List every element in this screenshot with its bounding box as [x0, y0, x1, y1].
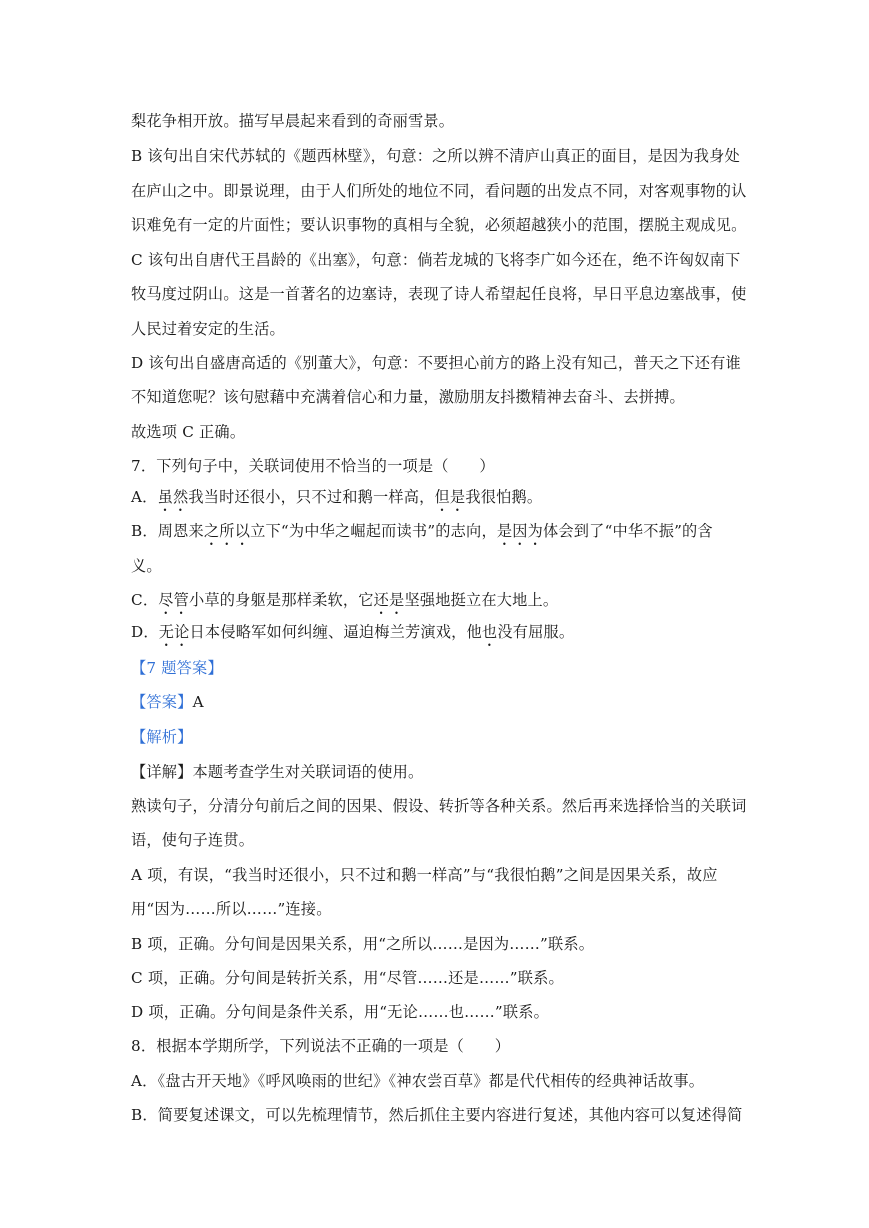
answer-label: 【答案】 [131, 693, 193, 711]
option-text: C． [131, 591, 159, 609]
option-text: B．周恩来 [131, 522, 204, 540]
prev-option-c-line: 人民过着安定的生活。 [131, 320, 285, 338]
question-8-stem: 8．根据本学期所学，下列说法不正确的一项是（ ） [131, 1037, 511, 1055]
emphasized-conjunction: 虽然 [157, 488, 189, 506]
prev-option-b-line: 识难免有一定的片面性；要认识事物的真相与全貌，必须超越狭小的范围，摆脱主观成见。 [131, 216, 747, 234]
explanation-line: 用“因为……所以……”连接。 [131, 900, 332, 918]
answer-value: A [192, 693, 204, 711]
prev-option-b-line: B 该句出自宋代苏轼的《题西林壁》，句意：之所以辨不清庐山真正的面目，是因为我身处 [131, 147, 740, 165]
option-text: D． [131, 623, 159, 641]
explanation-line: A 项，有误，“我当时还很小，只不过和鹅一样高”与“我很怕鹅”之间是因果关系，故应 [131, 866, 718, 884]
emphasized-conjunction: 是因为 [496, 522, 544, 540]
detail-line: 【详解】本题考查学生对关联词语的使用。 [131, 763, 424, 781]
prev-option-b-line: 在庐山之中。即景说理，由于人们所处的地位不同，看问题的出发点不同，对客观事物的认 [131, 182, 747, 200]
question-8-option-a: A．《盘古开天地》《呼风唤雨的世纪》《神农尝百草》都是代代相传的经典神话故事。 [131, 1072, 705, 1090]
prev-option-d-line: 不知道您呢？该句慰藉中充满着信心和力量，激励朋友抖擞精神去奋斗、去拼搏。 [131, 388, 685, 406]
explanation-line: 语，使句子连贯。 [131, 831, 255, 849]
question-8-option-b: B．简要复述课文，可以先梳理情节，然后抓住主要内容进行复述，其他内容可以复述得简 [131, 1106, 743, 1124]
analysis-label: 【解析】 [131, 728, 193, 746]
option-text: 我很怕鹅。 [465, 488, 543, 506]
explanation-line: 熟读句子，分清分句前后之间的因果、假设、转折等各种关系。然后再来选择恰当的关联词 [131, 797, 747, 815]
option-text: A． [131, 488, 158, 506]
option-text: 我当时还很小，只不过和鹅一样高， [188, 488, 435, 506]
explanation-line: C 项，正确。分句间是转折关系，用“尽管……还是……”联系。 [131, 969, 564, 987]
question-7-option-a [131, 487, 542, 515]
emphasized-conjunction: 尽管 [158, 591, 189, 609]
prev-option-c-line: 牧马度过阴山。这是一首著名的边塞诗，表现了诗人希望起任良将，早日平息边塞战事，使 [131, 285, 747, 303]
question-7-option-c [131, 590, 558, 618]
option-text: 日本侵略军如何纠缠、逼迫梅兰芳演戏，他 [189, 623, 482, 641]
question-7-option-d [131, 622, 574, 650]
prev-option-d-line: D 该句出自盛唐高适的《别董大》，句意：不要担心前方的路上没有知己，普天之下还有谁 [131, 354, 741, 372]
explanation-line: B 项，正确。分句间是因果关系，用“之所以……是因为……”联系。 [131, 935, 595, 953]
answer-header: 【7 题答案】 [131, 659, 223, 677]
option-text: 立下“为中华之崛起而读书”的志向， [250, 522, 497, 540]
emphasized-conjunction: 也 [481, 623, 498, 641]
emphasized-conjunction: 无论 [158, 623, 190, 641]
option-text: 坚强地挺立在大地上。 [404, 591, 559, 609]
emphasized-conjunction: 但是 [434, 488, 466, 506]
answer-line [131, 692, 204, 712]
explanation-line: D 项，正确。分句间是条件关系，用“无论……也……”联系。 [131, 1003, 550, 1021]
prev-conclusion: 故选项 C 正确。 [131, 423, 246, 441]
emphasized-conjunction: 还是 [373, 591, 405, 609]
prev-text-line: 梨花争相开放。描写早晨起来看到的奇丽雪景。 [131, 112, 455, 130]
option-text: 体会到了“中华不振”的含 [543, 522, 713, 540]
prev-option-c-line: C 该句出自唐代王昌龄的《出塞》，句意：倘若龙城的飞将李广如今还在，绝不许匈奴南下 [131, 251, 741, 269]
question-7-option-b-cont: 义。 [131, 557, 162, 575]
option-text: 小草的身躯是那样柔软，它 [189, 591, 374, 609]
emphasized-conjunction: 之所以 [203, 522, 251, 540]
question-7-option-b [131, 521, 713, 549]
question-7-stem: 7．下列句子中，关联词使用不恰当的一项是（ ） [131, 457, 495, 475]
option-text: 没有屈服。 [497, 623, 575, 641]
